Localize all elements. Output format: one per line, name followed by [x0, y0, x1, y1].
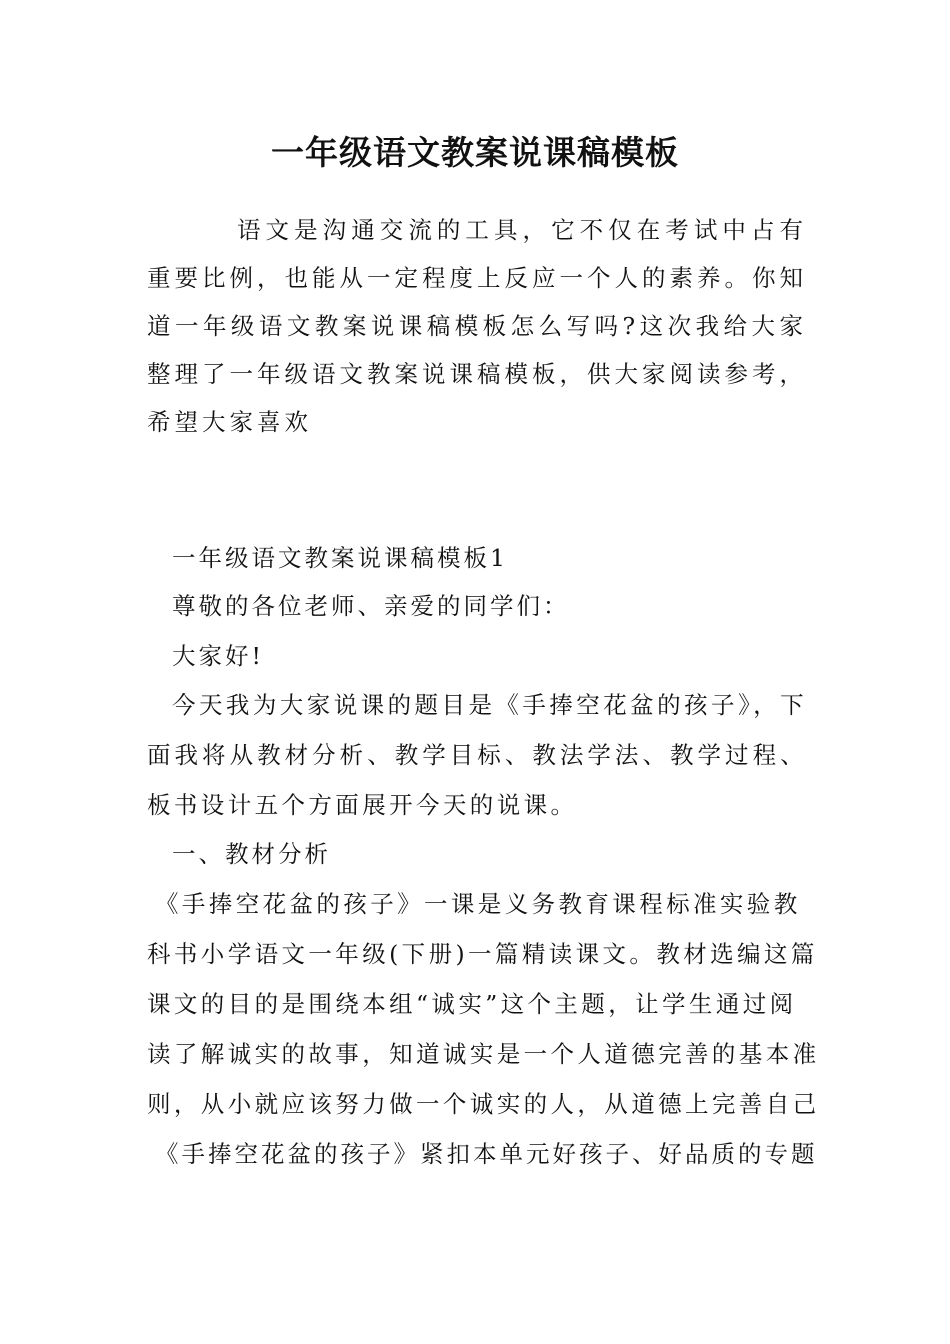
paragraph-line: 《手捧空花盆的孩子》一课是义务教育课程标准实验教 — [155, 890, 801, 918]
paragraph-line: 《手捧空花盆的孩子》紧扣本单元好孩子、好品质的专题 — [155, 1140, 818, 1168]
paragraph-line: 科书小学语文一年级(下册)一篇精读课文。教材选编这篇 — [147, 940, 818, 968]
paragraph-line: 课文的目的是围绕本组“诚实”这个主题，让学生通过阅 — [147, 990, 797, 1018]
body-paragraph: 今天我为大家说课的题目是《手捧空花盆的孩子》，下面我将从教材分析、教学目标、教法学法、教学过程、板书设计五个方面展开今天的说课。 — [147, 691, 807, 819]
greeting: 大家好! — [172, 642, 264, 670]
salutation: 尊敬的各位老师、亲爱的同学们： — [172, 592, 570, 620]
intro-paragraph: 语文是沟通交流的工具，它不仅在考试中占有重要比例，也能从一定程度上反应一个人的素养。你知道一年级语文教案说课稿模板怎么写吗?这次我给大家整理了一年级语文教案说课稿模板，供大家阅读参考，希望大家喜欢 — [147, 216, 807, 436]
section-heading: 一年级语文教案说课稿模板1 — [172, 544, 508, 572]
paragraph-line: 读了解诚实的故事，知道诚实是一个人道德完善的基本准 — [147, 1040, 820, 1068]
paragraph-line: 则，从小就应该努力做一个诚实的人，从道德上完善自己 — [147, 1090, 820, 1118]
document-title: 一年级语文教案说课稿模板 — [271, 133, 679, 172]
subheading: 一、教材分析 — [172, 840, 331, 868]
